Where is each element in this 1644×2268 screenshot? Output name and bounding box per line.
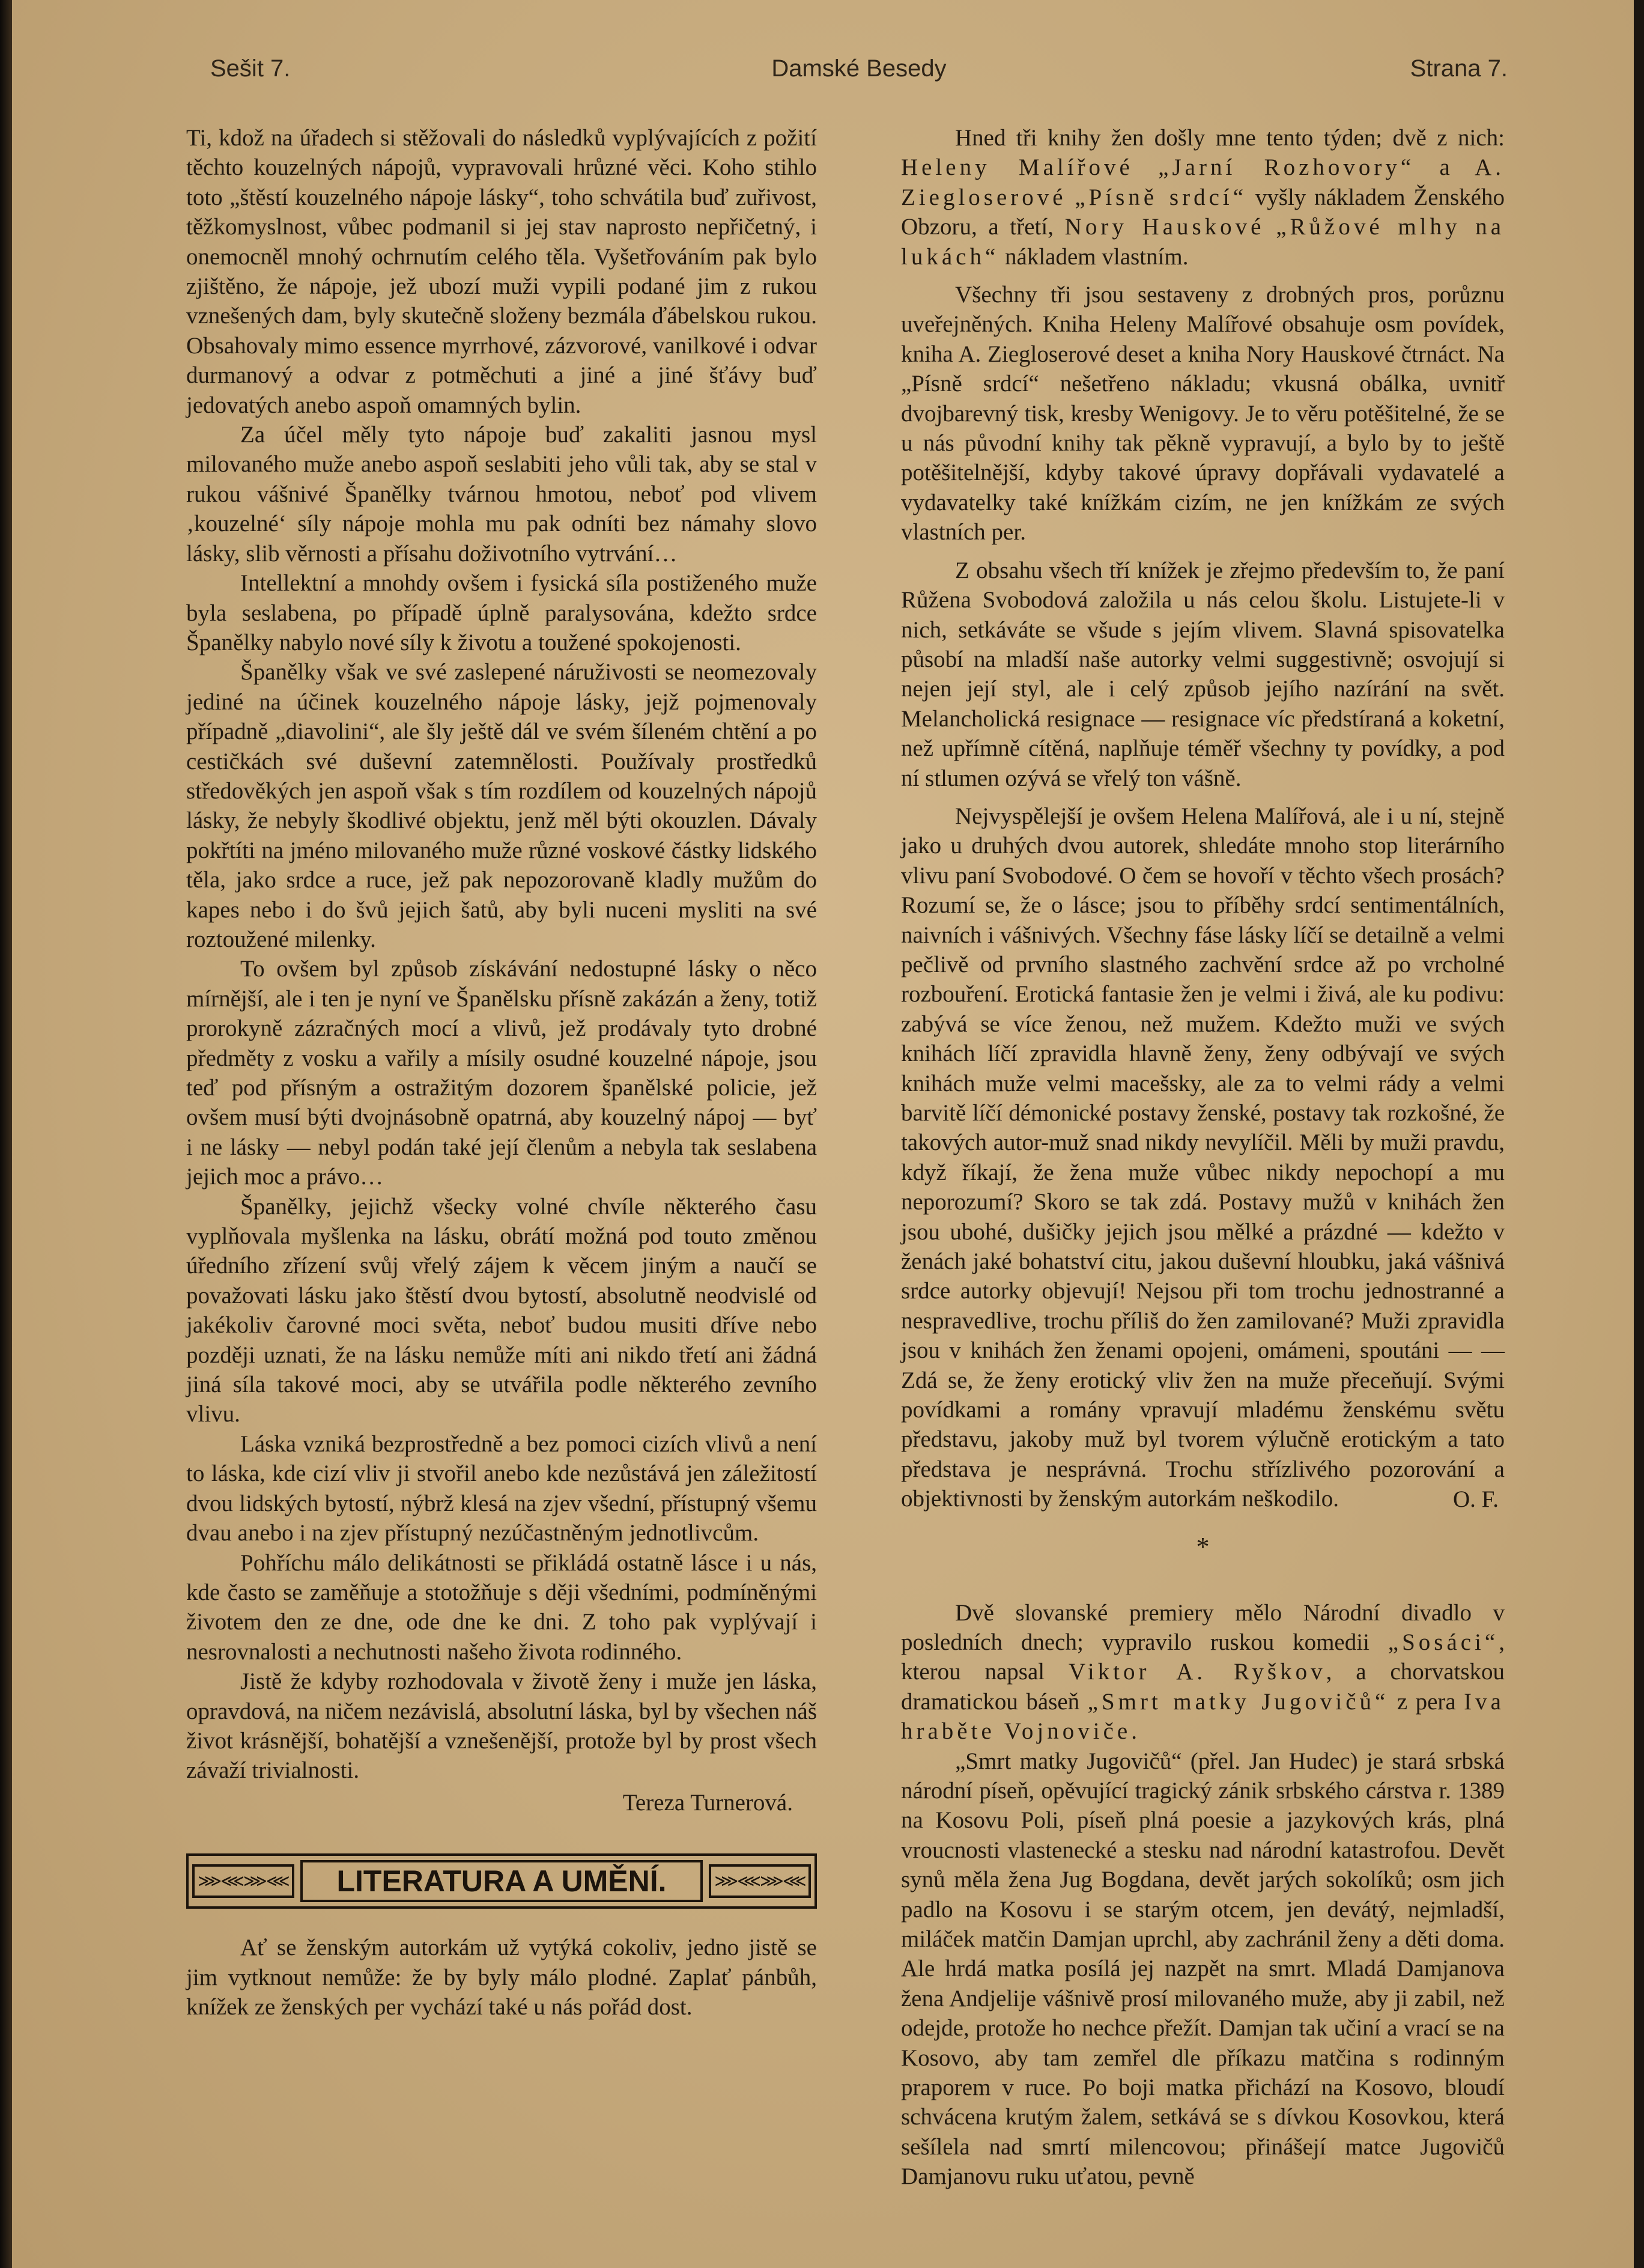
author-name-ryskov: Viktor A. Ryškov bbox=[1069, 1659, 1326, 1685]
issue-number: Sešit 7. bbox=[210, 55, 291, 82]
play-title-smrt-matky: „Smrt matky Jugovičů“ bbox=[1087, 1688, 1389, 1715]
play-title-sosaci: „Sosáci“ bbox=[1388, 1629, 1499, 1655]
premiere-text-a: Dvě slovanské premiery mělo Národní divadlo v posledních dnech; vypravilo ruskou komedii bbox=[901, 1599, 1505, 1655]
review-paragraph-2: Všechny tři jsou sestaveny z drobných pros, porůznu uveřejněných. Kniha Heleny Malířové obsahuje osm povídek, kniha A. Ziegloserové deset a kniha Nory Hauskové čtrnáct. Na „Písně srdcí“ nešetřeno nákladu; vkusná obálka, uvnitř dvojbarevný tisk, kresby Wenigovy. Je to věru potěšitelné, že se u nás původní knihy tak pěkně vypravují, a bylo by to ještě potěšitelnější, kdyby takové úpravy dopřávali vydavatelé a vydavatelky také knížkám cizím, ne jen knížkám ze svých vlastních per. bbox=[901, 282, 1505, 546]
book-title-jarni-rozhovory: „Jarní Rozhovory“ bbox=[1158, 154, 1415, 181]
literature-intro-paragraph: Ať se ženským autorkám už vytýká cokoliv, jedno jistě se jim vytknout nemůže: že by byly málo plodné. Zaplať pánbůh, knížek ze ženských per vychází také u nás pořád dost. bbox=[186, 1935, 817, 2020]
banner-ornament-right: ⋙⋘⋙⋘ bbox=[709, 1864, 811, 1898]
running-header bbox=[210, 55, 1508, 91]
article-paragraph-6: Španělky, jejichž všecky volné chvíle některého času vyplňovala myšlenka na lásku, obrátí možná pod touto změnou úředního zřízení svůj vřelý zájem k věcem jiným a naučí se považovati lásku jako štěstí dvou bytostí, absolutně neodvislé od jakékoliv čarovné moci světa, neboť budou musiti dříve nebo později uznati, že na lásku nemůže míti ani nikdo třetí ani žádná jiná síla takové moci, aby se utvářila podle některého zevního vlivu. bbox=[186, 1193, 817, 1427]
article-paragraph-2: Za účel měly tyto nápoje buď zakaliti jasnou mysl milovaného muže anebo aspoň seslabiti jeho vůli tak, aby se stal v rukou vášnivé Španělky tvárnou hmotou, neboť pod vlivem ‚kouzelné‘ síly nápoje mohla mu pak odníti bez námahy slovo lásky, slib věrnosti a přísahu doživotního vytrvání… bbox=[186, 422, 817, 567]
page-number: Strana 7. bbox=[1410, 55, 1508, 82]
magazine-title: Damské Besedy bbox=[771, 55, 947, 82]
article-paragraph-8: Pohříchu málo delikátnosti se přikládá ostatně lásce i u nás, kde často se zaměňuje a stotožňuje s ději všedními, podmíněnými životem den ze dne, ode dne ke dni. Z toho pak vyplývají i nesrovnalosti a nechutnosti našeho života rodinného. bbox=[186, 1549, 817, 1665]
review-paragraph-4: Nejvyspělejší je ovšem Helena Malířová, ale i u ní, stejně jako u druhých dvou autorek, shledáte mnoho stop literárního vlivu paní Svobodové. O čem se hovoří v těchto všech prosách? Rozumí se, že o lásce; jsou to příběhy srdcí sentimentálních, naivních i vášnivých. Všechny fáse lásky líčí se detailně a velmi pečlivě od prvního slastného zachvění srdce až po vrcholné rozbouření. Erotická fantasie žen je velmi i živá, ale ku podivu: zabývá se více ženou, než mužem. Kdežto muži ve svých knihách líčí zpravidla hlavně ženy, ženy odbývají ve svých knihách muže velmi macešsky, ale za to velmi rády a velmi barvitě líčí démonické postavy ženské, postavy tak rozkošné, že takových autor-muž snad nikdy nevylíčil. Měli by muži pravdu, když říkají, že žena muže vůbec nikdy nepochopí a mu neporozumí? Skoro se tak zdá. Postavy mužů v knihách žen jsou ubohé, dušičky jejich jsou mělké a prázdné — kdežto v ženách jaké bohatství citu, jakou duševní hloubku, jaká vášnivá srdce autorky objevují! Nejsou při tom trochu jednostranné a nespravedlive, trochu příliš do žen zamilované? Muži zpravidla jsou v knihách žen ženami opojeni, omámeni, spoutáni — — Zdá se, že ženy erotický vliv žen na muže přeceňují. Svými povídkami a romány vpravují mladému ženskému světu představu, jakoby muž byl tvorem výlučně erotickým a tato představa je nesprávná. Trochu střízlivého pozorování a objektivnosti by ženským autorkám neškodilo. bbox=[901, 803, 1505, 1512]
author-name-malirova: Heleny Malířové bbox=[901, 154, 1133, 181]
premiere-text-e: . bbox=[1131, 1718, 1137, 1745]
review-intro-text: Hned tři knihy žen došly mne tento týden; dvě z nich: bbox=[955, 125, 1505, 151]
review-connector-2: vyšly nákladem Ženského Obzoru, a třetí, bbox=[901, 184, 1505, 240]
article-paragraph-4: Španělky však ve své zaslepené náruživosti se neomezovaly jediné na účinek kouzelného nápoje lásky, jejž pojmenovaly případně „diavolini“, ale šly ještě dál ve svém šíleném chtění a po cestičkách své duševní zatemnělosti. Používaly prostředků středověkých jen aspoň však s tím rozdílem od kouzelných nápojů lásky, že nebyly škodlivé objektu, jenž měl býti okouzlen. Dávaly pokřtíti na jméno milovaného muže různé voskové částky lidského těla, jako srdce a ruce, jež pak nepozorovaně kladly mužům do kapes nebo i do švů jejich šatů, aby byli nuceni mysliti na své roztoužené milenky. bbox=[186, 659, 817, 952]
review-paragraph-3: Z obsahu všech tří knížek je zřejmo především to, že paní Růžena Svobodová založila u nás celou školu. Listujete-li v nich, setkáváte se všude s jejím vlivem. Slavná spisovatelka působí na mladší naše autorky velmi suggestivně; osvojují si nejen její styl, ale i celý způsob jejího nazírání na svět. Melancholická resignace — resignace víc předstíraná a koketní, než upřímně cítěná, naplňuje téměř všechny ty povídky, a pod ní stlumen ozývá se vřelý ton vášně. bbox=[901, 557, 1505, 791]
article-signature: Tereza Turnerová. bbox=[622, 1789, 793, 1816]
left-column bbox=[186, 123, 817, 2022]
section-separator-star: * bbox=[1196, 1532, 1210, 1562]
premiere-text-c: , a chorvatskou dramatickou báseň bbox=[901, 1659, 1505, 1715]
review-paragraph-1 bbox=[901, 123, 1505, 272]
author-name-ziegloserova: A. Ziegloserové bbox=[901, 154, 1505, 210]
review-connector-1: a bbox=[1415, 154, 1475, 181]
paragraph-gap bbox=[901, 272, 1505, 280]
book-title-ruzove-mlhy: „Růžové mlhy na lukách“ bbox=[901, 214, 1505, 270]
book-title-pisne-srdci: „Písně srdcí“ bbox=[1075, 184, 1248, 210]
article-paragraph-3: Intellektní a mnohdy ovšem i fysická síla postiženého muže byla seslabena, po případě úplně paralysována, kdežto srdce Španělky nabylo nové síly k životu a toužené spokojenosti. bbox=[186, 570, 817, 655]
paragraph-gap bbox=[901, 793, 1505, 801]
premiere-paragraph bbox=[901, 1598, 1505, 1747]
magazine-page bbox=[12, 0, 1634, 2268]
play-review-paragraph: „Smrt matky Jugovičů“ (přel. Jan Hudec) je stará srbská národní píseň, opěvující tragický zánik srbského cárstva r. 1389 na Kosovu Poli, píseň plná poesie a jazykových krás, plná vroucnosti vlastenecké a stesku nad národní katastrofou. Devět synů měla žena Jug Bogdana, devět jarých sokolíků; osm jich padlo na Kosovu i se starým otcem, jen devátý, nejmladší, miláček matčin Damjan uprchl, aby zachránil ženy a děti doma. Ale hrdá matka posílá jej nazpět na smrt. Mladá Damjanova žena Andjelije vášnivě prosí milovaného muže, aby ji zabil, než odejde, protože ho nechce přežít. Damjan tak učiní a vrací se na Kosovo, aby tam zemřel dle příkazu matčina s rodinným praporem v ruce. Po boji matka přichází na Kosovo, bloudí schvácena krutým žalem, setkává se s dívkou Kosovkou, která sešílela nad smrtí milencovou; přinášejí matce Jugovičů Damjanovu ruku uťatou, pevně bbox=[901, 1748, 1505, 2190]
author-name-hauskova: Nory Hauskové bbox=[1064, 214, 1265, 240]
premiere-text-d: z pera bbox=[1389, 1688, 1464, 1715]
page-binding-shadow bbox=[0, 0, 12, 2268]
paragraph-gap bbox=[901, 547, 1505, 556]
section-banner bbox=[186, 1853, 817, 1909]
review-connector-3: nákladem vlastním. bbox=[999, 243, 1189, 270]
article-paragraph-1: Ti, kdož na úřadech si stěžovali do následků vyplývajících z požití těchto kouzelných nápojů, vypravovali hrůzné věci. Koho stihlo toto „štěstí kouzelného nápoje lásky“, toho schvátila buď zuřivost, těžkomyslnost, vůbec podmanil si jej stav naprosto nepřičetný, i onemocněl mnohý ochrnutím celého těla. Vyšetřováním pak bylo zjištěno, že nápoje, jež ubozí muži vypili podané jim z rukou vznešených dam, byly skutečně složeny bezmála ďábelskou rukou. Obsahovaly mimo essence myrrhové, zázvorové, vanilkové i odvar durmanový a odvar z potměchuti a jiné a jiné šťávy buď jedovatých anebo aspoň omamných bylin. bbox=[186, 125, 817, 418]
article-paragraph-7: Láska vzniká bezprostředně a bez pomoci cizích vlivů a není to láska, kde cizí vliv ji stvořil anebo kde nezůstává jen záležitostí dvou lidských bytostí, nýbrž klesá na zjev všední, přístupný všemu dvau anebo i na zjev přístupný nezúčastněným jednotlivcům. bbox=[186, 1430, 817, 1546]
review-initials: O. F. bbox=[1453, 1486, 1499, 1512]
section-title: LITERATURA A UMĚNÍ. bbox=[300, 1860, 703, 1902]
author-name-vojnovic: Iva hraběte Vojnoviče bbox=[901, 1688, 1505, 1745]
banner-ornament-left: ⋙⋘⋙⋘ bbox=[192, 1864, 294, 1898]
premiere-text-b: , kterou napsal bbox=[901, 1629, 1505, 1685]
article-paragraph-5: To ovšem byl způsob získávání nedostupné lásky o něco mírnější, ale i ten je nyní ve Španělsku přísně zakázán a ženy, totiž prorokyně zázračných mocí a vlivů, jež prodávaly tyto drobné předměty z vosku a vařily a mísily osudné kouzelné nápoje, jsou teď pod přísným a ostražitým dozorem španělské policie, jež ovšem musí býti dvojnásobně opatrná, aby kouzelný nápoj — byť i ne lásky — nebyl podán také její členům a nebyla tak seslabena jejich moc a právo… bbox=[186, 956, 817, 1190]
right-column bbox=[901, 123, 1505, 2192]
article-paragraph-9: Jistě že kdyby rozhodovala v životě ženy i muže jen láska, opravdová, na ničem nezávislá, absolutní láska, byl by všechen náš život krásnější, bohatější a vznešenější, protože byl by prost všech závaží trivialnosti. bbox=[186, 1668, 817, 1784]
